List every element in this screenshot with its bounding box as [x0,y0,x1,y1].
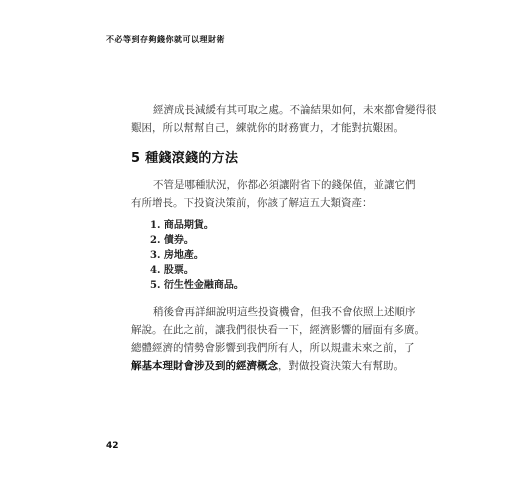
list-item: 1. 商品期貨。 [150,220,214,231]
list-item: 2. 債券。 [150,235,194,246]
paragraph-assets-intro [131,176,416,212]
running-head: 不必等到存夠錢你就可以理財術 [106,34,225,44]
paragraph-line-mixed [131,357,404,375]
paragraph-line: 不管是哪種狀況，你都必須讓附省下的錢保值，並讓它們 [153,179,416,191]
section-heading: 5 種錢滾錢的方法 [131,151,239,166]
list-item: 3. 房地產。 [150,250,204,261]
paragraph-line: 艱困，所以幫幫自己，練就你的財務實力，才能對抗艱困。 [131,122,404,134]
list-item: 4. 股票。 [150,265,194,276]
emphasized-text: 解基本理財會涉及到的經濟概念 [131,360,278,372]
paragraph-line: 解說。在此之前，讓我們很快看一下，經濟影響的層面有多廣。 [131,324,425,336]
page-number: 42 [106,441,119,451]
paragraph-line: 總體經濟的情勢會影響到我們所有人，所以規畫未來之前，了 [131,342,415,354]
paragraph-line: 經濟成長減緩有其可取之處。不論結果如何，未來都會變得很 [153,104,437,116]
paragraph-text: ，對做投資決策大有幫助。 [278,360,404,372]
paragraph-line: 稍後會再詳細說明這些投資機會，但我不會依照上述順序 [153,306,416,318]
asset-class-list [150,218,244,293]
paragraph-intro [131,101,437,137]
paragraph-line: 有所增長。下投資決策前，你該了解這五大類資產： [131,197,373,209]
paragraph-economy [131,303,425,375]
list-item: 5. 衍生性金融商品。 [150,280,244,291]
